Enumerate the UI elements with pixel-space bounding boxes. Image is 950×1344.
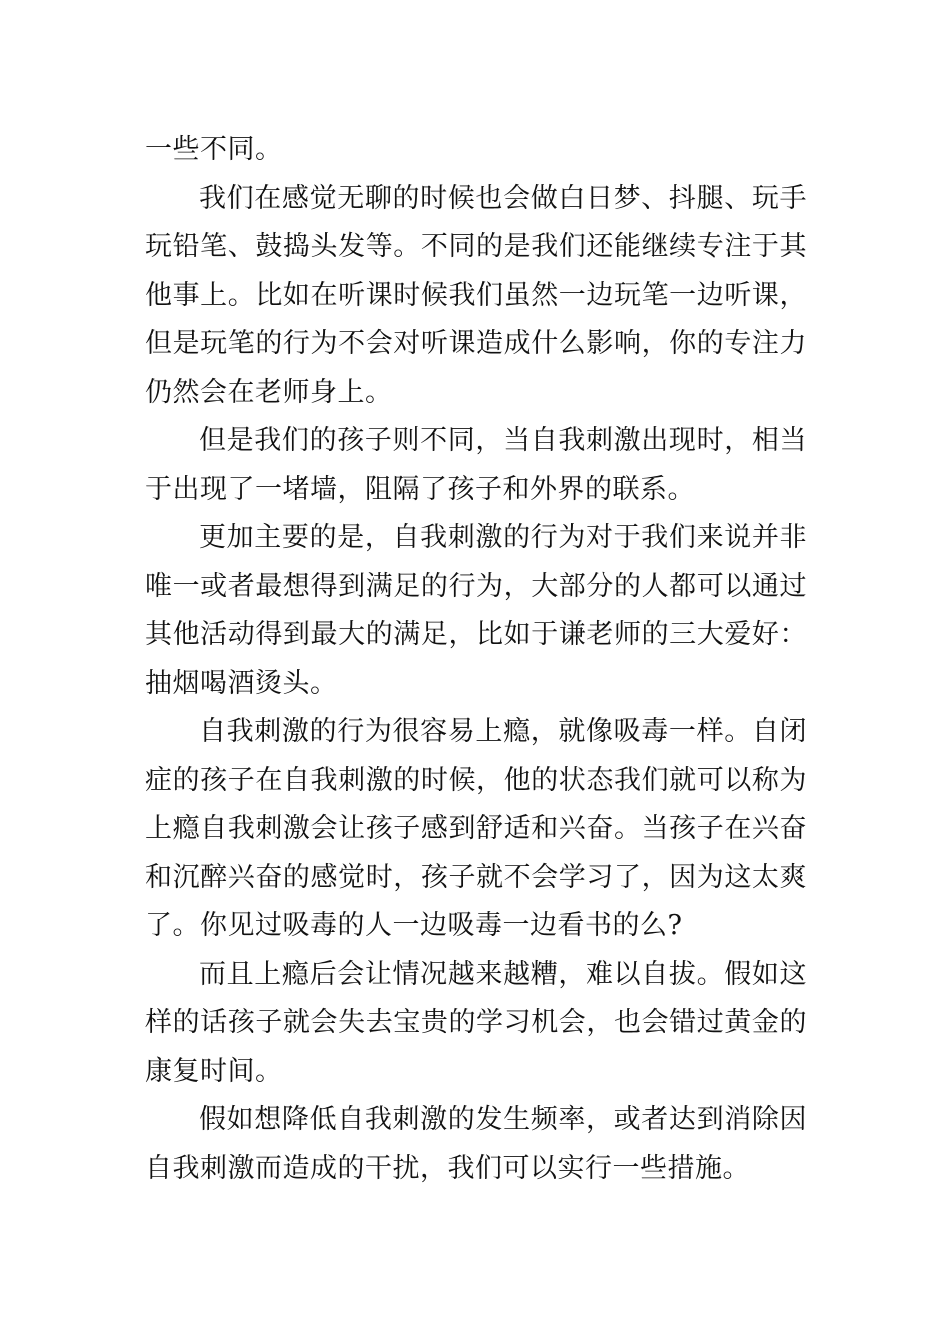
document-body [145,126,807,1193]
paragraph: 但是我们的孩子则不同，当自我刺激出现时，相当于出现了一堵墙，阻隔了孩子和外界的联系。 [145,425,807,505]
paragraph: 我们在感觉无聊的时候也会做白日梦、抖腿、玩手玩铅笔、鼓捣头发等。不同的是我们还能继续专注于其他事上。比如在听课时候我们虽然一边玩笔一边听课，但是玩笔的行为不会对听课造成什么影响，你的专注力仍然会在老师身上。 [145,182,807,408]
paragraph: 假如想降低自我刺激的发生频率，或者达到消除因自我刺激而造成的干扰，我们可以实行一些措施。 [145,1104,807,1184]
paragraph: 而且上瘾后会让情况越来越糟，难以自拔。假如这样的话孩子就会失去宝贵的学习机会，也会错过黄金的康复时间。 [145,958,807,1087]
paragraph: 更加主要的是，自我刺激的行为对于我们来说并非唯一或者最想得到满足的行为，大部分的人都可以通过其他活动得到最大的满足，比如于谦老师的三大爱好：抽烟喝酒烫头。 [145,522,807,699]
paragraph: 自我刺激的行为很容易上瘾，就像吸毒一样。自闭症的孩子在自我刺激的时候，他的状态我们就可以称为上瘾自我刺激会让孩子感到舒适和兴奋。当孩子在兴奋和沉醉兴奋的感觉时，孩子就不会学习了，因为这太爽了。你见过吸毒的人一边吸毒一边看书的么? [145,716,807,941]
paragraph: 一些不同。 [145,134,283,165]
